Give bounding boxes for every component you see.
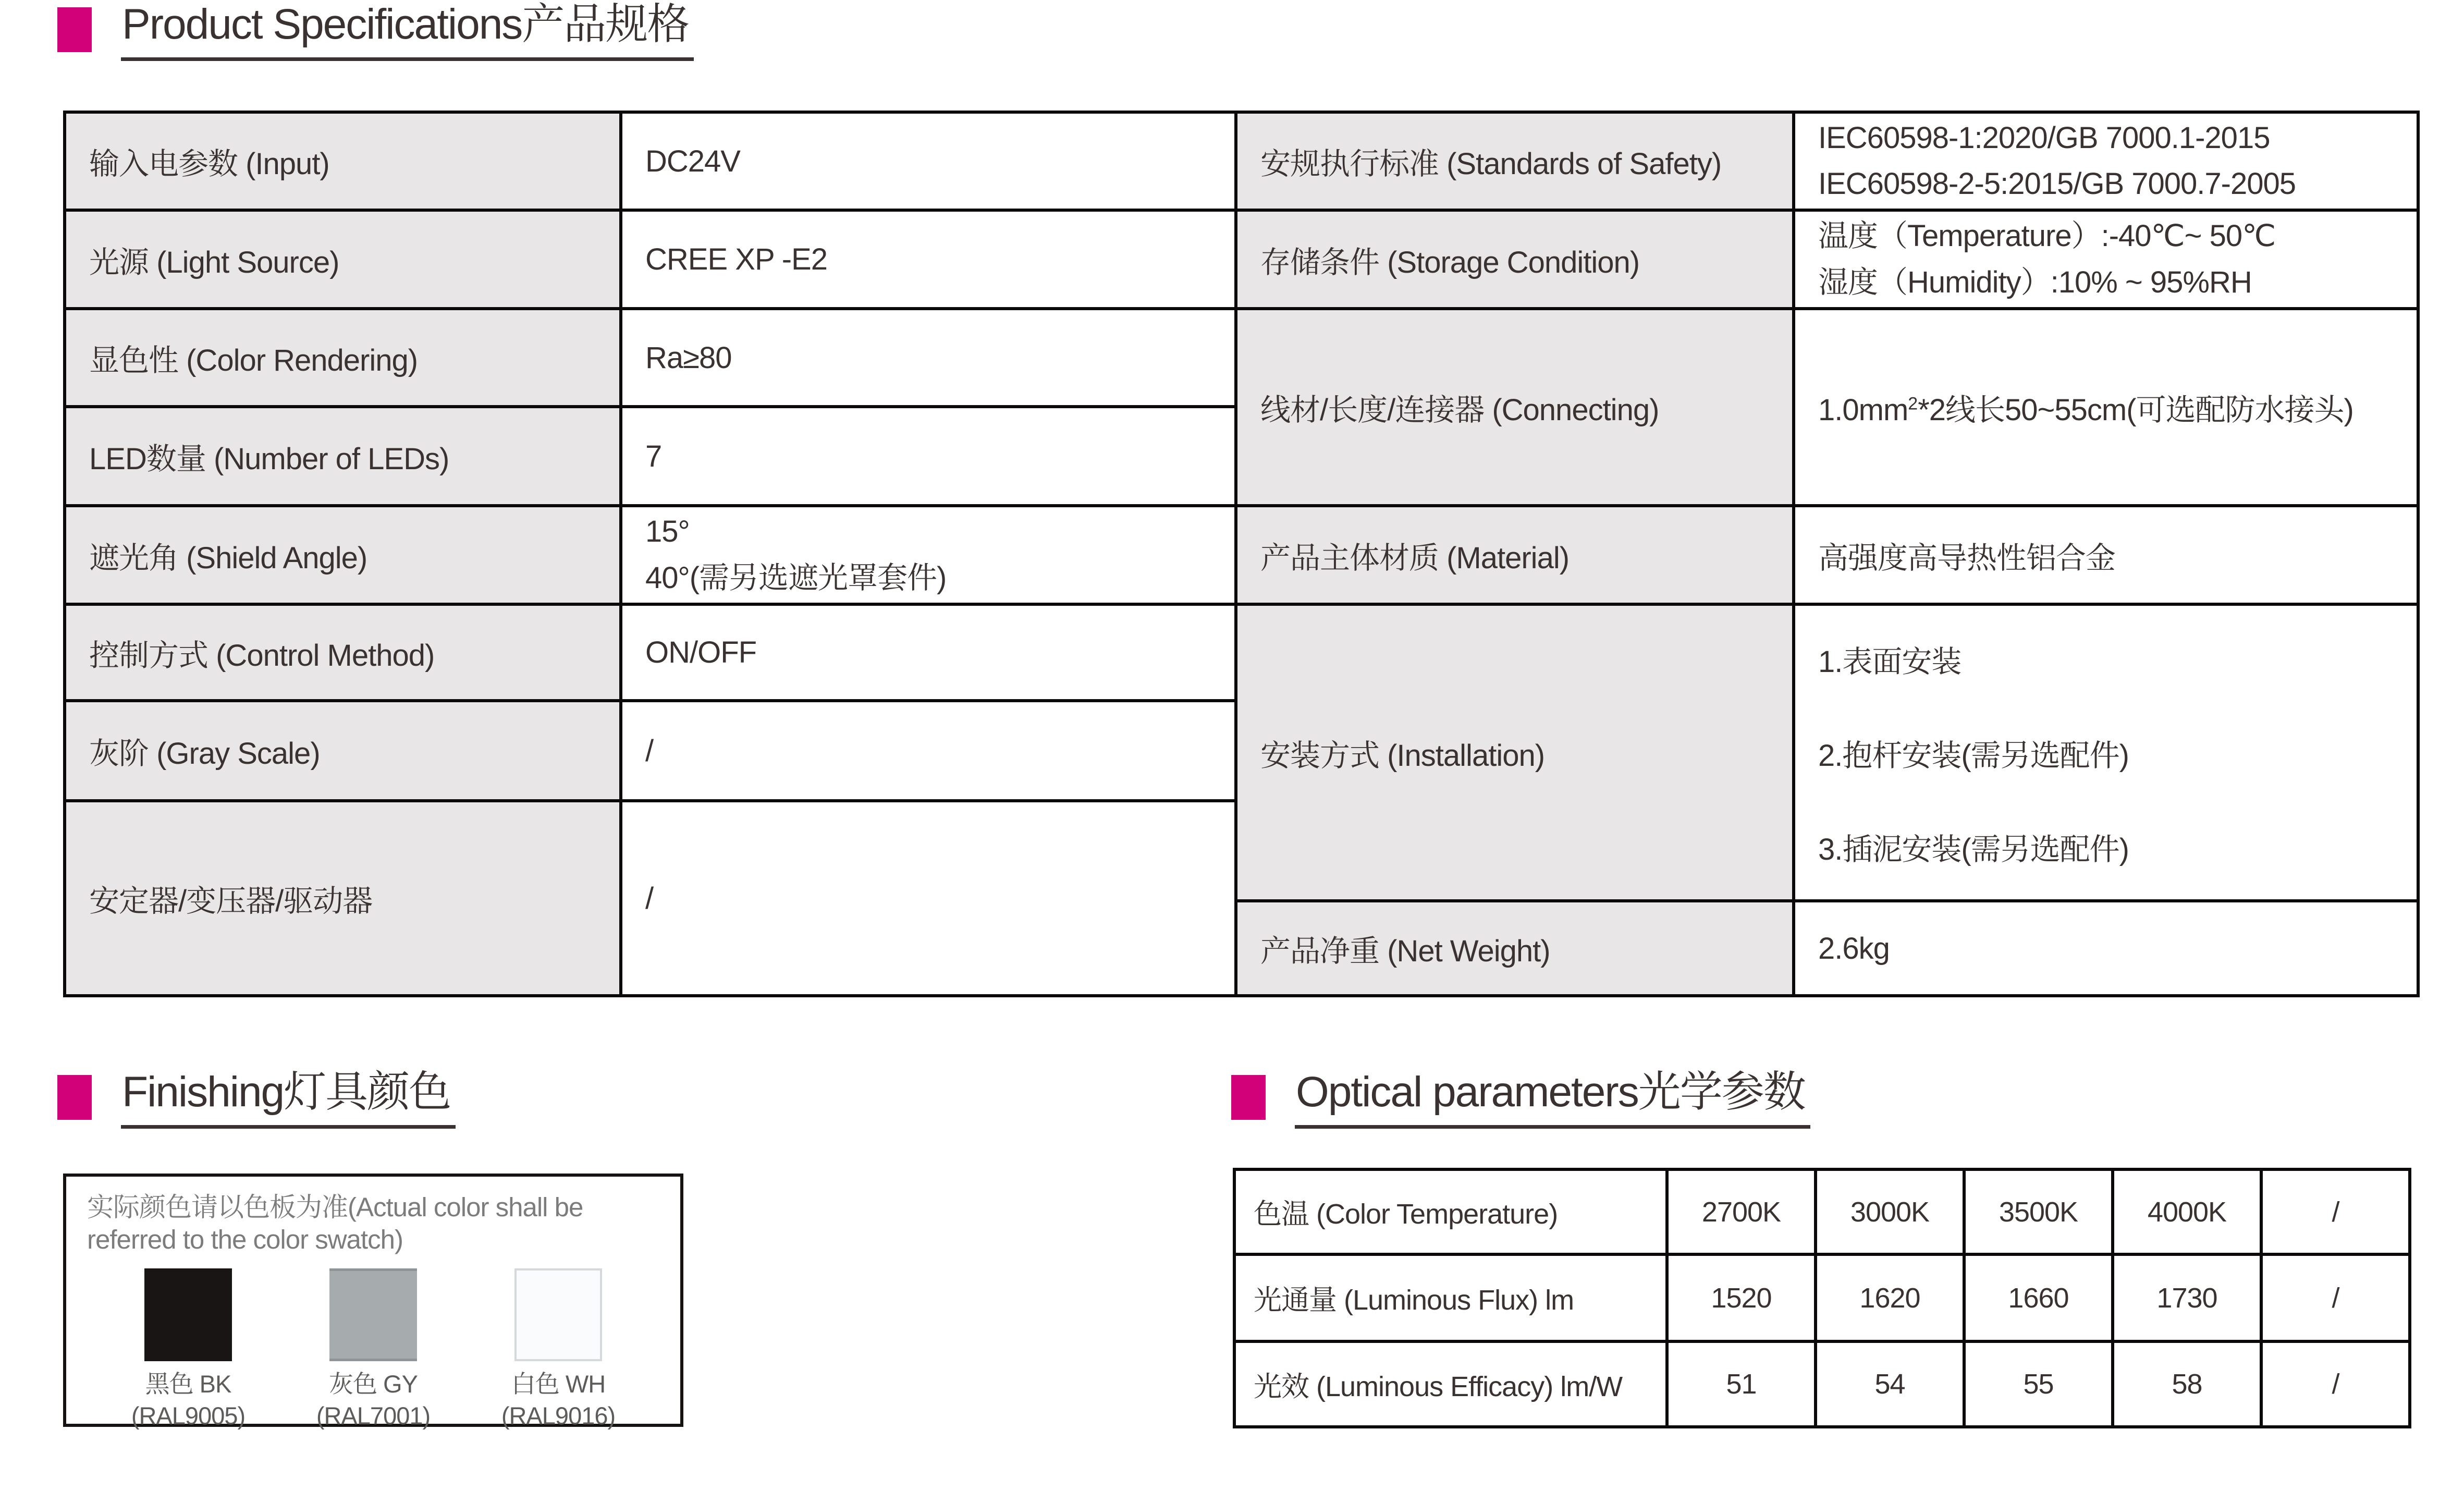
optical-value: 58 [2113,1341,2261,1427]
section-title-finishing: Finishing灯具颜色 [121,1068,456,1129]
optical-value: / [2261,1254,2410,1341]
optical-value: / [2261,1341,2410,1427]
spec-value-gray-scale: / [621,701,1236,801]
spec-label-safety-standards: 安规执行标准 (Standards of Safety) [1236,112,1794,210]
swatch-black [120,1268,256,1431]
pink-square-bullet-icon [1231,1075,1266,1120]
swatch-ral-black: (RAL9005) [131,1401,246,1429]
finishing-note-line-1: 实际颜色请以色板为准(Actual color shall be [87,1192,583,1222]
spec-label-led-count: LED数量 (Number of LEDs) [65,407,621,506]
table-row [65,210,2418,309]
spec-value-connecting [1794,309,2418,506]
spec-label-control-method: 控制方式 (Control Method) [65,604,621,701]
table-row [65,506,2418,604]
optical-value: 51 [1667,1341,1816,1427]
installation-line-3: 3.插泥安装(需另选配件) [1818,832,2129,866]
color-swatch-row [120,1268,626,1431]
spec-label-input: 输入电参数 (Input) [65,112,621,210]
white-color-swatch [514,1268,602,1361]
storage-line-1: 温度（Temperature）:-40℃~ 50℃ [1818,219,2276,253]
spec-value-led-count: 7 [621,407,1236,506]
spec-label-light-source: 光源 (Light Source) [65,210,621,309]
connecting-value-rest: *2线长50~55cm(可选配防水接头) [1918,393,2353,427]
spec-label-gray-scale: 灰阶 (Gray Scale) [65,701,621,801]
installation-line-2: 2.抱杆安装(需另选配件) [1818,738,2129,773]
spec-value-driver: / [621,801,1236,996]
optical-value: 54 [1816,1341,1964,1427]
swatch-grey [305,1268,441,1431]
optical-value: 3500K [1964,1169,2113,1254]
section-header-optical-parameters [1231,1068,1810,1129]
optical-value: 1620 [1816,1254,1964,1341]
swatch-label-grey [316,1368,430,1431]
spec-value-color-rendering: Ra≥80 [621,309,1236,407]
spec-value-storage [1794,210,2418,309]
connecting-value-base: 1.0mm [1818,393,1908,427]
finishing-note-line-2: referred to the color swatch) [87,1225,403,1255]
swatch-label-white [501,1368,615,1431]
finishing-note [87,1191,668,1256]
pink-square-bullet-icon [57,1075,92,1120]
table-row [1234,1169,2410,1254]
optical-value: 1660 [1964,1254,2113,1341]
section-header-product-specifications [57,0,694,61]
swatch-ral-grey: (RAL7001) [316,1401,431,1429]
spec-label-driver: 安定器/变压器/驱动器 [65,801,621,996]
section-title-optical-parameters: Optical parameters光学参数 [1295,1068,1810,1129]
optical-value: 3000K [1816,1169,1964,1254]
spec-label-net-weight: 产品净重 (Net Weight) [1236,901,1794,996]
grey-color-swatch [329,1268,417,1361]
spec-label-color-rendering: 显色性 (Color Rendering) [65,309,621,407]
safety-standards-line-1: IEC60598-1:2020/GB 7000.1-2015 [1818,120,2270,155]
table-row [1234,1341,2410,1427]
swatch-ral-white: (RAL9016) [501,1401,616,1429]
spec-value-shield-angle [621,506,1236,604]
swatch-name-grey: 灰色 GY [329,1370,418,1398]
spec-value-control-method: ON/OFF [621,604,1236,701]
spec-label-installation: 安装方式 (Installation) [1236,604,1794,901]
spec-value-light-source: CREE XP -E2 [621,210,1236,309]
optical-value: / [2261,1169,2410,1254]
optical-value: 4000K [2113,1169,2261,1254]
table-row [65,309,2418,407]
swatch-name-white: 白色 WH [511,1370,606,1398]
swatch-white [491,1268,626,1431]
optical-value: 1730 [2113,1254,2261,1341]
spec-value-installation [1794,604,2418,901]
installation-line-1: 1.表面安装 [1818,644,1962,679]
optical-value: 55 [1964,1341,2113,1427]
table-row [65,604,2418,701]
section-title-product-specifications: Product Specifications产品规格 [121,0,694,61]
optical-label-luminous-flux: 光通量 (Luminous Flux) lm [1234,1254,1667,1341]
shield-angle-line-1: 15° [645,515,690,549]
swatch-name-black: 黑色 BK [145,1370,231,1398]
spec-value-input: DC24V [621,112,1236,210]
safety-standards-line-2: IEC60598-2-5:2015/GB 7000.7-2005 [1818,167,2296,201]
swatch-label-black [131,1368,245,1431]
table-row [65,112,2418,210]
connecting-value-superscript: 2 [1908,394,1918,414]
optical-value: 2700K [1667,1169,1816,1254]
pink-square-bullet-icon [57,7,92,52]
spec-label-shield-angle: 遮光角 (Shield Angle) [65,506,621,604]
optical-value: 1520 [1667,1254,1816,1341]
shield-angle-line-2: 40°(需另选遮光罩套件) [645,560,947,595]
optical-label-color-temperature: 色温 (Color Temperature) [1234,1169,1667,1254]
table-row [1234,1254,2410,1341]
product-spec-table [63,111,2420,997]
finishing-color-box [63,1174,683,1427]
black-color-swatch [144,1268,232,1361]
spec-value-net-weight: 2.6kg [1794,901,2418,996]
storage-line-2: 湿度（Humidity）:10% ~ 95%RH [1818,265,2252,299]
spec-label-storage: 存储条件 (Storage Condition) [1236,210,1794,309]
spec-value-material: 高强度高导热性铝合金 [1794,506,2418,604]
optical-parameters-table [1233,1168,2411,1428]
spec-label-connecting: 线材/长度/连接器 (Connecting) [1236,309,1794,506]
spec-label-material: 产品主体材质 (Material) [1236,506,1794,604]
spec-value-safety-standards [1794,112,2418,210]
section-header-finishing [57,1068,456,1129]
optical-label-luminous-efficacy: 光效 (Luminous Efficacy) lm/W [1234,1341,1667,1427]
